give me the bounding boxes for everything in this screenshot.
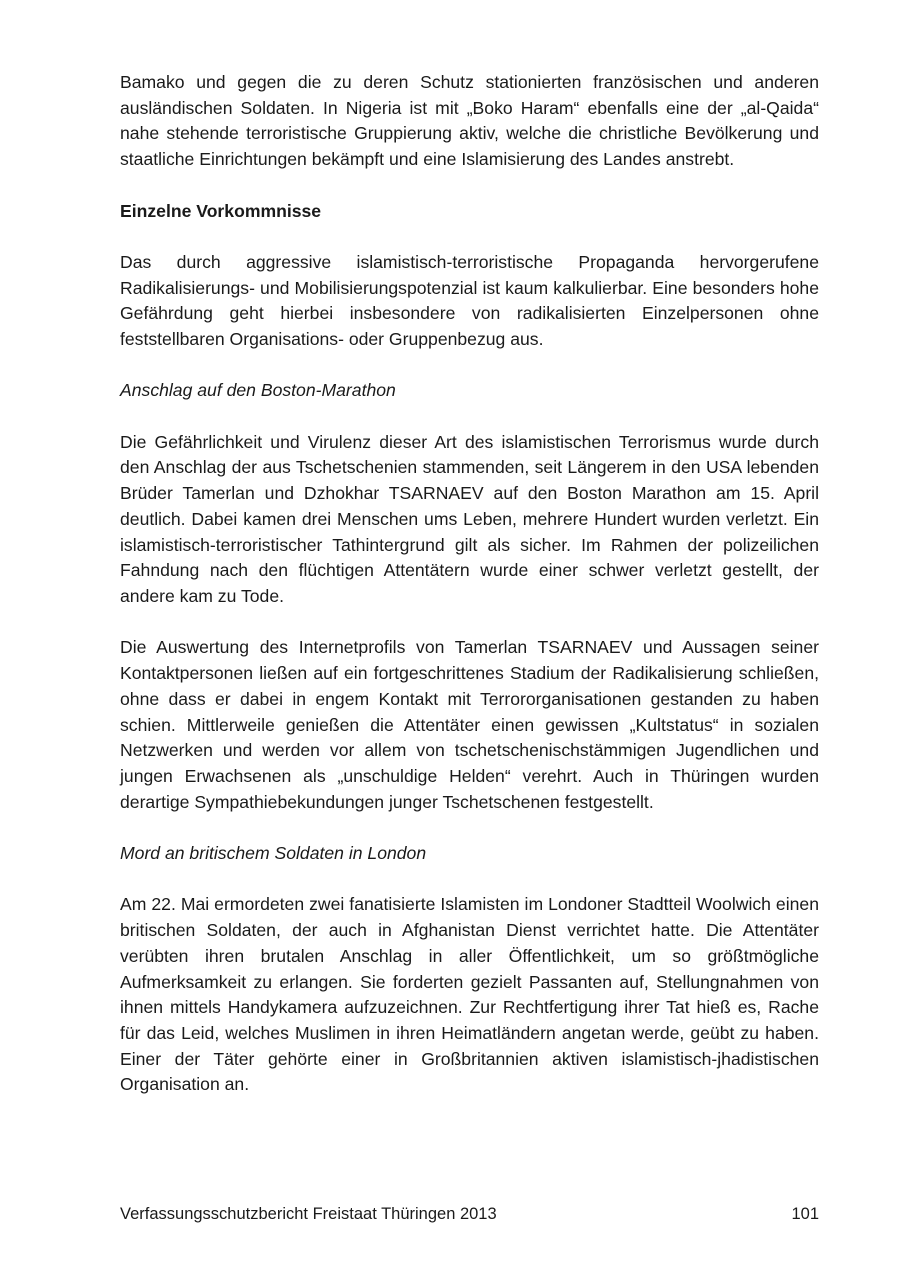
paragraph-boston-1: Die Gefährlichkeit und Virulenz dieser Art des islamistischen Terrorismus wurde durch den Anschlag der aus Tschetschenien stammenden, seit Längerem in den USA lebenden Brüder Tamerlan und Dzhokhar TSARNAEV auf den Boston Marathon am 15. April deutlich. Dabei kamen drei Menschen ums Leben, mehrere Hundert wurden verletzt. Ein islamistisch-terroristischer Tathintergrund gilt als sicher. Im Rahmen der polizeilichen Fahndung nach den flüchtigen Attentätern wurde einer schwer verletzt gestellt, der andere kam zu Tode. [120, 431, 819, 606]
spacer [120, 815, 819, 841]
subheading-boston: Anschlag auf den Boston-Marathon [120, 380, 396, 401]
spacer [120, 353, 819, 379]
page-footer [120, 1203, 819, 1225]
paragraph-radicalization: Das durch aggressive islamistisch-terroristische Propaganda hervorgerufene Radikalisierungs- und Mobilisierungspotenzial ist kaum kalkulierbar. Eine besonders hohe Gefährdung geht hierbei insbesondere von radikalisierten Einzelpersonen ohne feststellbaren Organisations- oder Gruppenbezug aus. [120, 251, 819, 349]
paragraph-london: Am 22. Mai ermordeten zwei fanatisierte Islamisten im Londoner Stadtteil Woolwich einen britischen Soldaten, der auch in Afghanistan Dienst verrichtet hatte. Die Attentäter verübten ihren brutalen Anschlag in aller Öffentlichkeit, um so größtmögliche Aufmerksamkeit zu erlangen. Sie forderten gezielt Passanten auf, Stellungnahmen von ihnen mittels Handykamera aufzuzeichnen. Zur Rechtfertigung ihrer Tat hieß es, Rache für das Leid, welches Muslimen in ihren Heimatländern angetan werde, geübt zu haben. Einer der Täter gehörte einer in Großbritannien aktiven islamistisch-jhadistischen Organisation an. [120, 894, 819, 1095]
subheading-london: Mord an britischem Soldaten in London [120, 843, 427, 863]
spacer [120, 224, 819, 250]
paragraph-boston-2: Die Auswertung des Internetprofils von Tamerlan TSARNAEV und Aussagen seiner Kontaktpersonen ließen auf ein fortgeschrittenes Stadium der Radikalisierung schließen, ohne dass er dabei in engem Kontakt mit Terrororganisationen gestanden zu haben schien. Mittlerweile genießen die Attentäter einen gewissen „Kultstatus“ in sozialen Netzwerken und werden vor allem von tschetschenischstämmigen Jugendlichen und jungen Erwachsenen als „unschuldige Helden“ verehrt. Auch in Thüringen wurden derartige Sympathiebekundungen junger Tschetschenen festgestellt. [120, 637, 819, 812]
page-number: 101 [791, 1205, 819, 1223]
document-body [120, 70, 819, 1098]
spacer [120, 404, 819, 430]
section-heading-incidents: Einzelne Vorkommnisse [120, 200, 322, 221]
spacer [120, 610, 819, 636]
spacer [120, 867, 819, 893]
spacer [120, 173, 819, 199]
footer-title: Verfassungsschutzbericht Freistaat Thüringen 2013 [120, 1205, 497, 1223]
paragraph-intro: Bamako und gegen die zu deren Schutz stationierten französischen und anderen ausländischen Soldaten. In Nigeria ist mit „Boko Haram“ ebenfalls eine der „al-Qaida“ nahe stehende terroristische Gruppierung aktiv, welche die christliche Bevölkerung und staatliche Einrichtungen bekämpft und eine Islamisierung des Landes anstrebt. [120, 72, 819, 170]
